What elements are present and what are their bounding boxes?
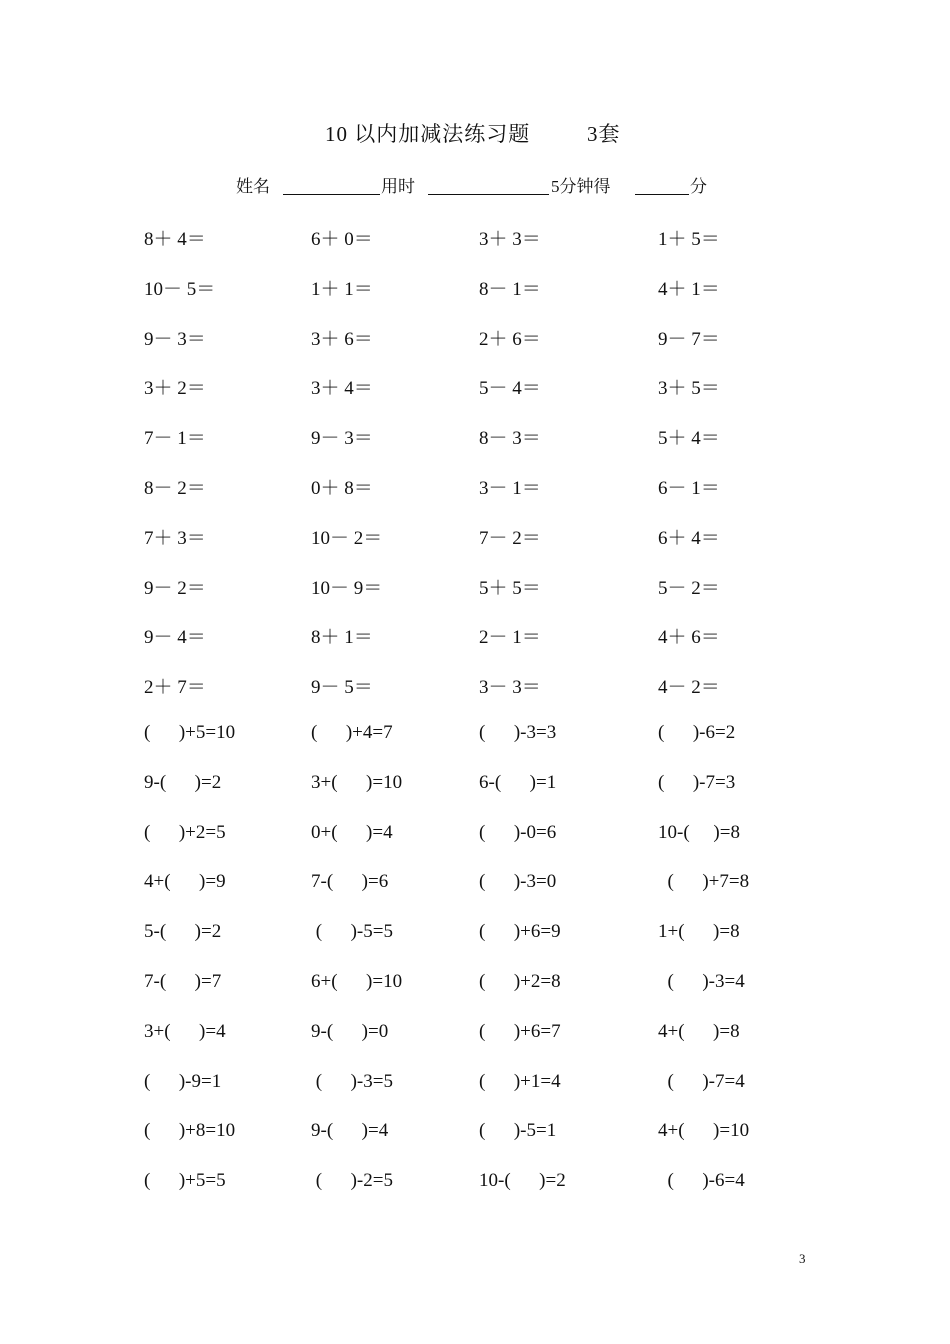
problem-cell: 9－ 5＝ bbox=[311, 677, 373, 699]
problem-cell: ( )-2=5 bbox=[311, 1170, 393, 1192]
problem-row bbox=[144, 1166, 844, 1216]
problem-cell: ( )-3=5 bbox=[311, 1070, 393, 1092]
problem-row bbox=[144, 469, 844, 519]
problem-cell: 3＋ 6＝ bbox=[311, 328, 373, 350]
problem-cell: 10－ 9＝ bbox=[311, 577, 383, 599]
problem-cell: 9－ 3＝ bbox=[311, 428, 373, 450]
problem-cell: 6＋ 4＝ bbox=[658, 527, 720, 549]
problem-cell: ( )+5=5 bbox=[144, 1170, 226, 1192]
problem-cell: 8－ 2＝ bbox=[144, 477, 206, 499]
problem-cell: 4+( )=10 bbox=[658, 1120, 750, 1142]
problem-cell: 9－ 4＝ bbox=[144, 627, 206, 649]
problem-cell: 7－ 2＝ bbox=[479, 527, 541, 549]
problem-cell: ( )-5=1 bbox=[479, 1120, 557, 1142]
sheet-number: 3套 bbox=[587, 122, 621, 146]
problem-cell: 6＋ 0＝ bbox=[311, 229, 373, 250]
problem-row bbox=[144, 718, 844, 768]
problem-cell: 5＋ 4＝ bbox=[658, 428, 720, 450]
problem-cell: 2＋ 7＝ bbox=[144, 677, 206, 699]
problem-cell: 9－ 7＝ bbox=[658, 328, 720, 350]
problem-cell: ( )+4=7 bbox=[311, 721, 393, 743]
problem-cell: 5－ 4＝ bbox=[479, 378, 541, 400]
problem-cell: 3＋ 5＝ bbox=[658, 378, 720, 400]
problem-cell: ( )+5=10 bbox=[144, 721, 236, 743]
problem-cell: 9－ 3＝ bbox=[144, 328, 206, 350]
problem-cell: 3＋ 4＝ bbox=[311, 378, 373, 400]
problem-cell: 1＋ 1＝ bbox=[311, 278, 373, 300]
problem-cell: 7-( )=7 bbox=[144, 970, 222, 992]
problem-cell: ( )+7=8 bbox=[658, 871, 750, 893]
problem-row bbox=[144, 668, 844, 718]
problem-row bbox=[144, 519, 844, 569]
problem-cell: 9-( )=4 bbox=[311, 1120, 389, 1142]
problem-row bbox=[144, 967, 844, 1017]
problem-cell: 5-( )=2 bbox=[144, 921, 222, 943]
problem-cell: ( )-6=2 bbox=[658, 721, 736, 743]
problem-cell: ( )-7=3 bbox=[658, 771, 736, 793]
problem-cell: 5＋ 5＝ bbox=[479, 577, 541, 599]
problem-cell: 7－ 1＝ bbox=[144, 428, 206, 450]
title-text: 10 以内加减法练习题 bbox=[325, 122, 531, 146]
problem-row bbox=[144, 768, 844, 818]
problem-cell: 9－ 2＝ bbox=[144, 577, 206, 599]
problem-cell: 4＋ 6＝ bbox=[658, 627, 720, 649]
problem-cell: 3+( )=10 bbox=[311, 771, 403, 793]
problem-cell: ( )+6=9 bbox=[479, 921, 561, 943]
problem-cell: ( )-3=3 bbox=[479, 721, 557, 743]
problem-cell: 0＋ 8＝ bbox=[311, 477, 373, 499]
problem-grid bbox=[144, 220, 844, 1216]
problem-row bbox=[144, 220, 844, 270]
problem-cell: 5－ 2＝ bbox=[658, 577, 720, 599]
problem-cell: 3＋ 3＝ bbox=[479, 229, 541, 250]
problem-cell: 4+( )=9 bbox=[144, 871, 226, 893]
problem-cell: 4－ 2＝ bbox=[658, 677, 720, 699]
problem-cell: ( )+8=10 bbox=[144, 1120, 236, 1142]
problem-cell: 3－ 3＝ bbox=[479, 677, 541, 699]
problem-cell: ( )+6=7 bbox=[479, 1020, 561, 1042]
time-blank bbox=[428, 194, 549, 195]
problem-row bbox=[144, 1067, 844, 1117]
problem-row bbox=[144, 1017, 844, 1067]
problem-row bbox=[144, 818, 844, 868]
problem-cell: 2－ 1＝ bbox=[479, 627, 541, 649]
problem-cell: 7-( )=6 bbox=[311, 871, 389, 893]
problem-cell: 8＋ 4＝ bbox=[144, 229, 206, 250]
worksheet-title bbox=[0, 118, 950, 148]
problem-cell: ( )+2=8 bbox=[479, 970, 561, 992]
problem-cell: 8＋ 1＝ bbox=[311, 627, 373, 649]
problem-cell: 3－ 1＝ bbox=[479, 477, 541, 499]
info-line bbox=[0, 172, 950, 202]
problem-row bbox=[144, 867, 844, 917]
time-label: 用时 bbox=[381, 177, 415, 196]
problem-cell: ( )+1=4 bbox=[479, 1070, 561, 1092]
problem-cell: ( )-0=6 bbox=[479, 821, 557, 843]
problem-cell: 10－ 5＝ bbox=[144, 278, 216, 300]
problem-row bbox=[144, 569, 844, 619]
problem-cell: ( )-5=5 bbox=[311, 921, 393, 943]
problem-cell: 6+( )=10 bbox=[311, 970, 403, 992]
problem-row bbox=[144, 618, 844, 668]
problem-row bbox=[144, 320, 844, 370]
name-blank bbox=[283, 194, 380, 195]
problem-cell: 3+( )=4 bbox=[144, 1020, 226, 1042]
problem-cell: 8－ 1＝ bbox=[479, 278, 541, 300]
problem-cell: ( )-3=0 bbox=[479, 871, 557, 893]
problem-cell: 10－ 2＝ bbox=[311, 527, 383, 549]
problem-cell: 10-( )=2 bbox=[479, 1170, 566, 1192]
problem-cell: 1+( )=8 bbox=[658, 921, 740, 943]
score-unit: 分 bbox=[690, 177, 707, 196]
problem-cell: 6－ 1＝ bbox=[658, 477, 720, 499]
problem-cell: ( )-3=4 bbox=[658, 970, 745, 992]
problem-cell: 4+( )=8 bbox=[658, 1020, 740, 1042]
problem-row bbox=[144, 270, 844, 320]
problem-cell: 8－ 3＝ bbox=[479, 428, 541, 450]
problem-cell: ( )-9=1 bbox=[144, 1070, 222, 1092]
problem-cell: 10-( )=8 bbox=[658, 821, 740, 843]
score-blank bbox=[635, 194, 689, 195]
problem-cell: 1＋ 5＝ bbox=[658, 229, 720, 250]
problem-cell: 9-( )=0 bbox=[311, 1020, 389, 1042]
problem-cell: 2＋ 6＝ bbox=[479, 328, 541, 350]
problem-row bbox=[144, 369, 844, 419]
problem-cell: 6-( )=1 bbox=[479, 771, 557, 793]
problem-row bbox=[144, 419, 844, 469]
name-label: 姓名 bbox=[236, 177, 270, 196]
page-number: 3 bbox=[799, 1251, 806, 1266]
problem-cell: 0+( )=4 bbox=[311, 821, 393, 843]
score-label: 5分钟得 bbox=[551, 177, 611, 196]
problem-cell: 4＋ 1＝ bbox=[658, 278, 720, 300]
problem-cell: 7＋ 3＝ bbox=[144, 527, 206, 549]
problem-cell: 3＋ 2＝ bbox=[144, 378, 206, 400]
problem-row bbox=[144, 917, 844, 967]
problem-cell: 9-( )=2 bbox=[144, 771, 222, 793]
problem-row bbox=[144, 1116, 844, 1166]
problem-cell: ( )-6=4 bbox=[658, 1170, 745, 1192]
problem-cell: ( )-7=4 bbox=[658, 1070, 745, 1092]
problem-cell: ( )+2=5 bbox=[144, 821, 226, 843]
